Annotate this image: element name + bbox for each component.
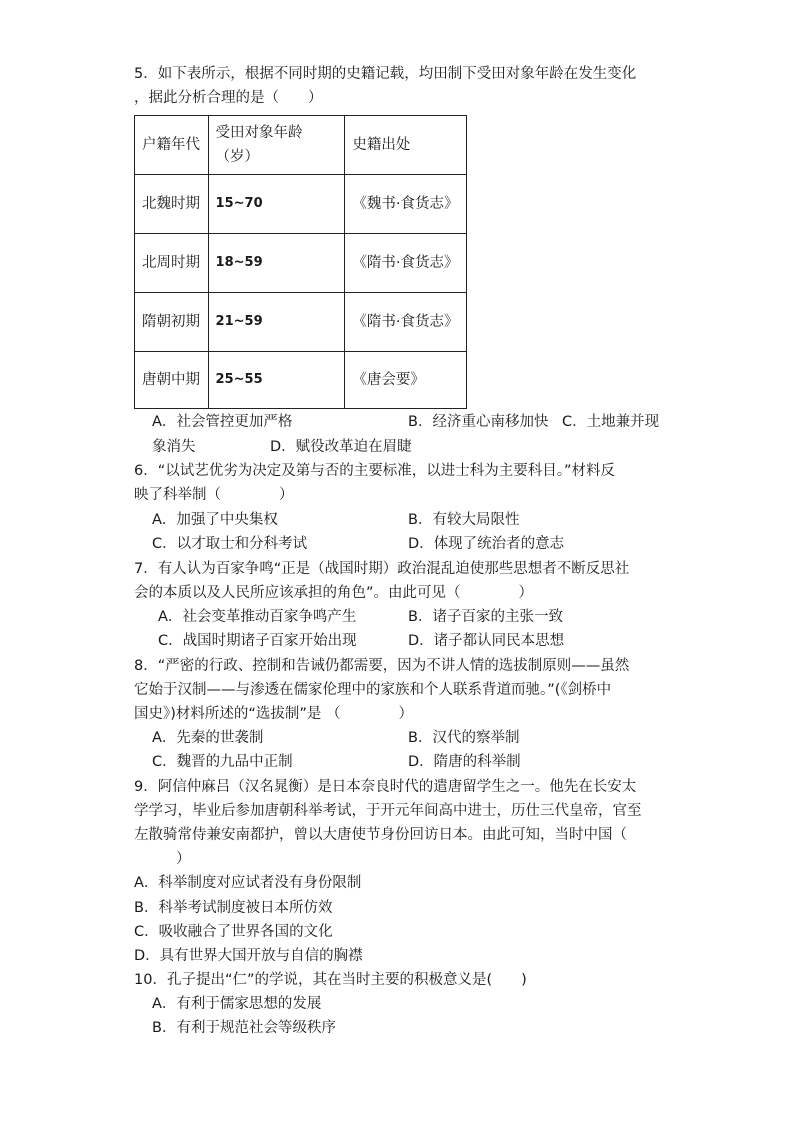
q9-option-d[interactable]: D．具有世界大国开放与自信的胸襟 bbox=[134, 948, 363, 964]
table-row bbox=[135, 234, 467, 293]
cell-source: 《隋书·食货志》 bbox=[345, 293, 467, 352]
q10-option-a[interactable]: A．有利于儒家思想的发展 bbox=[152, 996, 322, 1012]
header-cell-era: 户籍年代 bbox=[135, 116, 209, 175]
cell-era: 隋朝初期 bbox=[135, 293, 209, 352]
q5-stem-line2: ，据此分析合理的是（ ） bbox=[134, 90, 323, 106]
cell-age: 25~55 bbox=[208, 352, 345, 409]
q9-option-b[interactable]: B．科举考试制度被日本所仿效 bbox=[134, 900, 333, 916]
q9-stem-line4: ） bbox=[176, 851, 191, 867]
q10-option-b[interactable]: B．有利于规范社会等级秩序 bbox=[152, 1020, 336, 1036]
q5-option-c[interactable]: C．土地兼并现 bbox=[562, 414, 660, 430]
cell-age: 18~59 bbox=[208, 234, 345, 293]
q8-option-d[interactable]: D．隋唐的科举制 bbox=[408, 754, 521, 770]
cell-source: 《隋书·食货志》 bbox=[345, 234, 467, 293]
q5-option-b[interactable]: B．经济重心南移加快 bbox=[408, 414, 549, 430]
q9-option-a[interactable]: A．科举制度对应试者没有身份限制 bbox=[134, 875, 362, 891]
table-row bbox=[135, 352, 467, 409]
q9-stem-line2: 学学习，毕业后参加唐朝科举考试，于开元年间高中进士，历仕三代皇帝，官至 bbox=[134, 803, 642, 819]
q6-option-b[interactable]: B．有较大局限性 bbox=[408, 512, 520, 528]
q5-table bbox=[134, 115, 467, 409]
q7-option-c[interactable]: C．战国时期诸子百家开始出现 bbox=[158, 633, 357, 649]
q6-stem-line1: 6．“以试艺优劣为决定及第与否的主要标准，以进士科为主要科目。”材料反 bbox=[134, 463, 615, 479]
q7-option-b[interactable]: B．诸子百家的主张一致 bbox=[408, 609, 563, 625]
q9-option-c[interactable]: C．吸收融合了世界各国的文化 bbox=[134, 924, 333, 940]
header-cell-source: 史籍出处 bbox=[345, 116, 467, 175]
q7-option-a[interactable]: A．社会变革推动百家争鸣产生 bbox=[158, 609, 357, 625]
table-header-row bbox=[135, 116, 467, 175]
q10-stem-line1: 10．孔子提出“仁”的学说，其在当时主要的积极意义是( ) bbox=[134, 972, 527, 988]
q5-option-a[interactable]: A．社会管控更加严格 bbox=[152, 414, 293, 430]
cell-source: 《唐会要》 bbox=[345, 352, 467, 409]
table-row bbox=[135, 175, 467, 234]
q5-stem-line1: 5．如下表所示，根据不同时期的史籍记载，均田制下受田对象年龄在发生变化 bbox=[134, 66, 637, 82]
q6-option-c[interactable]: C．以才取士和分科考试 bbox=[152, 536, 308, 552]
q6-option-d[interactable]: D．体现了统治者的意志 bbox=[408, 536, 565, 552]
q8-option-b[interactable]: B．汉代的察举制 bbox=[408, 730, 520, 746]
q8-option-c[interactable]: C．魏晋的九品中正制 bbox=[152, 754, 293, 770]
q9-stem-line1: 9．阿信仲麻吕（汉名晁衡）是日本奈良时代的遣唐留学生之一。他先在长安太 bbox=[134, 779, 637, 795]
q6-option-a[interactable]: A．加强了中央集权 bbox=[152, 512, 278, 528]
q8-option-a[interactable]: A．先秦的世袭制 bbox=[152, 730, 264, 746]
header-cell-age: 受田对象年龄（岁） bbox=[208, 116, 345, 175]
q8-stem-line1: 8．“严密的行政、控制和告诫仍都需要，因为不讲人情的选拔制原则——虽然 bbox=[134, 658, 630, 674]
cell-era: 北周时期 bbox=[135, 234, 209, 293]
q7-stem-line1: 7．有人认为百家争鸣“正是（战国时期）政治混乱迫使那些思想者不断反思社 bbox=[134, 561, 630, 577]
q8-stem-line3: 国史》)材料所述的“选拔制”是 （ ） bbox=[134, 706, 414, 722]
q6-stem-line2: 映了科举制（ ） bbox=[134, 487, 294, 503]
q7-option-d[interactable]: D．诸子都认同民本思想 bbox=[408, 633, 565, 649]
cell-era: 唐朝中期 bbox=[135, 352, 209, 409]
cell-era: 北魏时期 bbox=[135, 175, 209, 234]
cell-age: 21~59 bbox=[208, 293, 345, 352]
q5-option-d[interactable]: D．赋役改革迫在眉睫 bbox=[270, 439, 412, 455]
cell-source: 《魏书·食货志》 bbox=[345, 175, 467, 234]
cell-age: 15~70 bbox=[208, 175, 345, 234]
q7-stem-line2: 会的本质以及人民所应该承担的角色”。由此可见（ ） bbox=[134, 585, 534, 601]
q8-stem-line2: 它始于汉制——与渗透在儒家伦理中的家族和个人联系背道而驰。”(《剑桥中 bbox=[134, 682, 612, 698]
table-row bbox=[135, 293, 467, 352]
q9-stem-line3: 左散骑常侍兼安南都护，曾以大唐使节身份回访日本。由此可知，当时中国（ bbox=[134, 827, 627, 843]
q5-option-c-cont: 象消失 bbox=[152, 439, 196, 455]
